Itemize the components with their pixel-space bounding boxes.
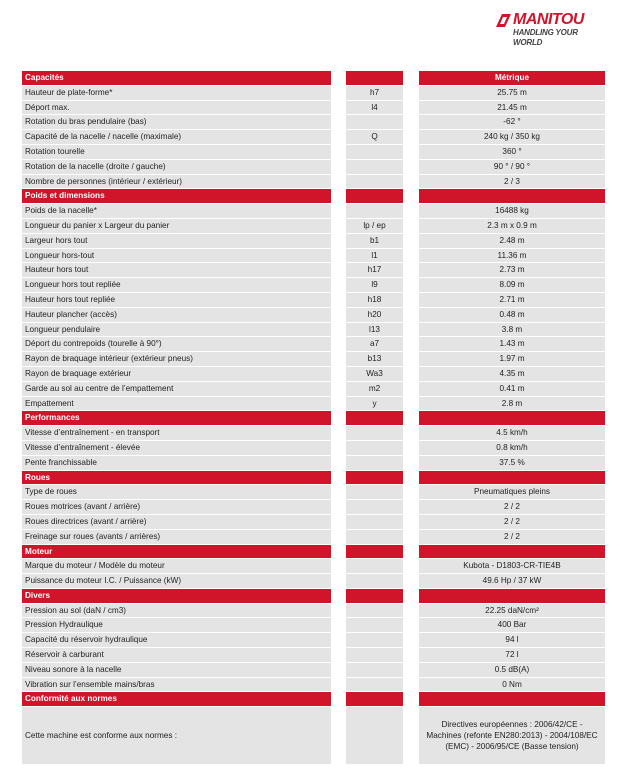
spec-value: Kubota - D1803-CR-TIE4B <box>419 559 605 573</box>
column-gap <box>331 293 346 307</box>
spec-code: h20 <box>346 308 403 322</box>
manitou-emblem-icon <box>496 14 511 27</box>
spec-label: Cette machine est conforme aux normes : <box>22 707 331 764</box>
column-gap <box>403 204 419 218</box>
column-gap <box>331 278 346 292</box>
spec-value: Pneumatiques pleins <box>419 485 605 499</box>
spec-label: Roues directrices (avant / arrière) <box>22 515 331 529</box>
spec-value: 2.73 m <box>419 263 605 277</box>
column-gap <box>331 115 346 129</box>
spec-code <box>346 500 403 514</box>
column-gap <box>331 456 346 470</box>
spec-label: Capacité du réservoir hydraulique <box>22 633 331 647</box>
spec-row <box>22 367 605 382</box>
column-gap <box>331 86 346 100</box>
column-gap <box>403 130 419 144</box>
section-header <box>22 589 605 604</box>
spec-value: 0.41 m <box>419 382 605 396</box>
column-gap <box>403 71 419 85</box>
spec-label: Longueur du panier x Largeur du panier <box>22 219 331 233</box>
spec-label: Empattement <box>22 397 331 411</box>
spec-label: Nombre de personnes (intérieur / extérieur) <box>22 175 331 189</box>
spec-label: Marque du moteur / Modèle du moteur <box>22 559 331 573</box>
column-gap <box>403 530 419 544</box>
section-code-cell <box>346 411 403 425</box>
spec-value: 8.09 m <box>419 278 605 292</box>
section-value-cell <box>419 471 605 485</box>
spec-row <box>22 160 605 175</box>
column-gap <box>331 175 346 189</box>
spec-label: Vibration sur l’ensemble mains/bras <box>22 678 331 692</box>
spec-value: 2 / 2 <box>419 530 605 544</box>
column-gap <box>331 189 346 203</box>
spec-code <box>346 115 403 129</box>
column-gap <box>403 145 419 159</box>
spec-label: Niveau sonore à la nacelle <box>22 663 331 677</box>
section-header <box>22 71 605 86</box>
column-gap <box>331 515 346 529</box>
spec-value: 2.71 m <box>419 293 605 307</box>
spec-value: 21.45 m <box>419 101 605 115</box>
spec-label: Largeur hors tout <box>22 234 331 248</box>
spec-value: Directives européennes : 2006/42/CE - Machines (refonte EN280:2013) - 2004/108/EC (EMC) - 2006/95/CE (Basse tension) <box>419 707 605 764</box>
column-gap <box>403 441 419 455</box>
column-gap <box>403 648 419 662</box>
column-gap <box>403 545 419 559</box>
spec-code: Q <box>346 130 403 144</box>
column-gap <box>331 145 346 159</box>
spec-row <box>22 530 605 545</box>
spec-label: Hauteur de plate-forme* <box>22 86 331 100</box>
column-gap <box>403 397 419 411</box>
spec-row <box>22 337 605 352</box>
spec-value: 0 Nm <box>419 678 605 692</box>
spec-row <box>22 678 605 693</box>
spec-value: 4.35 m <box>419 367 605 381</box>
spec-label: Capacité de la nacelle / nacelle (maximale) <box>22 130 331 144</box>
spec-value: 3.8 m <box>419 323 605 337</box>
spec-code <box>346 663 403 677</box>
column-gap <box>331 249 346 263</box>
column-gap <box>403 574 419 588</box>
spec-row <box>22 234 605 249</box>
column-gap <box>403 160 419 174</box>
column-gap <box>331 618 346 632</box>
spec-value: -62 ° <box>419 115 605 129</box>
spec-value: 2.3 m x 0.9 m <box>419 219 605 233</box>
spec-code <box>346 530 403 544</box>
column-gap <box>331 471 346 485</box>
spec-code: b13 <box>346 352 403 366</box>
column-gap <box>403 604 419 618</box>
spec-row <box>22 500 605 515</box>
spec-row <box>22 145 605 160</box>
spec-row <box>22 175 605 190</box>
spec-row <box>22 574 605 589</box>
column-gap <box>403 707 419 764</box>
spec-label: Roues motrices (avant / arrière) <box>22 500 331 514</box>
column-gap <box>403 633 419 647</box>
column-gap <box>331 559 346 573</box>
spec-label: Hauteur plancher (accès) <box>22 308 331 322</box>
column-gap <box>331 678 346 692</box>
column-gap <box>403 352 419 366</box>
column-gap <box>403 263 419 277</box>
spec-label: Pente franchissable <box>22 456 331 470</box>
column-gap <box>403 308 419 322</box>
spec-code: y <box>346 397 403 411</box>
spec-label: Rayon de braquage extérieur <box>22 367 331 381</box>
spec-label: Réservoir à carburant <box>22 648 331 662</box>
column-gap <box>331 130 346 144</box>
spec-value: 49.6 Hp / 37 kW <box>419 574 605 588</box>
section-value-cell <box>419 589 605 603</box>
spec-code <box>346 204 403 218</box>
spec-label: Pression Hydraulique <box>22 618 331 632</box>
section-header <box>22 411 605 426</box>
spec-row <box>22 397 605 412</box>
section-code-cell <box>346 71 403 85</box>
column-gap <box>331 500 346 514</box>
section-header <box>22 189 605 204</box>
column-gap <box>331 633 346 647</box>
spec-value: 2.48 m <box>419 234 605 248</box>
column-gap <box>331 204 346 218</box>
spec-value: 240 kg / 350 kg <box>419 130 605 144</box>
column-gap <box>331 663 346 677</box>
spec-code <box>346 485 403 499</box>
spec-code <box>346 678 403 692</box>
spec-code: l13 <box>346 323 403 337</box>
spec-row <box>22 485 605 500</box>
spec-value: 0.5 dB(A) <box>419 663 605 677</box>
spec-label: Déport max. <box>22 101 331 115</box>
spec-code: h7 <box>346 86 403 100</box>
spec-row <box>22 456 605 471</box>
spec-value: 4.5 km/h <box>419 426 605 440</box>
section-value-cell <box>419 545 605 559</box>
spec-row <box>22 352 605 367</box>
spec-row <box>22 130 605 145</box>
spec-value: 2 / 2 <box>419 515 605 529</box>
spec-row <box>22 648 605 663</box>
section-value-cell <box>419 692 605 706</box>
spec-value: 0.48 m <box>419 308 605 322</box>
spec-row <box>22 293 605 308</box>
spec-row <box>22 204 605 219</box>
section-title: Moteur <box>22 545 331 559</box>
column-gap <box>403 101 419 115</box>
spec-row <box>22 115 605 130</box>
spec-value: 11.36 m <box>419 249 605 263</box>
column-gap <box>403 189 419 203</box>
column-gap <box>331 397 346 411</box>
spec-code <box>346 633 403 647</box>
spec-row <box>22 249 605 264</box>
spec-value: 2 / 3 <box>419 175 605 189</box>
spec-code <box>346 175 403 189</box>
section-header <box>22 471 605 486</box>
brand-name: MANITOU <box>513 11 584 28</box>
spec-code <box>346 145 403 159</box>
spec-value: 16488 kg <box>419 204 605 218</box>
spec-table <box>22 71 605 765</box>
column-gap <box>403 426 419 440</box>
column-gap <box>331 308 346 322</box>
spec-row <box>22 263 605 278</box>
section-title: Roues <box>22 471 331 485</box>
section-code-cell <box>346 189 403 203</box>
column-gap <box>331 337 346 351</box>
column-gap <box>403 618 419 632</box>
spec-code <box>346 618 403 632</box>
spec-label: Hauteur hors tout <box>22 263 331 277</box>
column-gap <box>403 293 419 307</box>
column-gap <box>403 411 419 425</box>
column-gap <box>403 86 419 100</box>
column-gap <box>331 589 346 603</box>
unit-header: Métrique <box>419 71 605 85</box>
section-title: Poids et dimensions <box>22 189 331 203</box>
column-gap <box>403 663 419 677</box>
column-gap <box>331 648 346 662</box>
column-gap <box>403 559 419 573</box>
section-title: Capacités <box>22 71 331 85</box>
spec-label: Vitesse d’entraînement - élevée <box>22 441 331 455</box>
spec-row <box>22 426 605 441</box>
spec-label: Rotation tourelle <box>22 145 331 159</box>
section-value-cell <box>419 411 605 425</box>
column-gap <box>331 101 346 115</box>
brand-tagline: HANDLING YOUR WORLD <box>513 28 578 47</box>
manitou-logo <box>496 11 606 47</box>
column-gap <box>403 500 419 514</box>
spec-value: 400 Bar <box>419 618 605 632</box>
column-gap <box>331 692 346 706</box>
section-value-cell <box>419 189 605 203</box>
spec-code: h18 <box>346 293 403 307</box>
column-gap <box>403 589 419 603</box>
column-gap <box>403 337 419 351</box>
spec-value: 72 l <box>419 648 605 662</box>
spec-row <box>22 707 605 765</box>
section-code-cell <box>346 692 403 706</box>
spec-value: 1.43 m <box>419 337 605 351</box>
spec-label: Garde au sol au centre de l’empattement <box>22 382 331 396</box>
column-gap <box>403 219 419 233</box>
spec-row <box>22 663 605 678</box>
column-gap <box>331 352 346 366</box>
spec-code <box>346 707 403 764</box>
spec-value: 25.75 m <box>419 86 605 100</box>
column-gap <box>403 382 419 396</box>
spec-code <box>346 515 403 529</box>
spec-row <box>22 633 605 648</box>
spec-label: Déport du contrepoids (tourelle à 90°) <box>22 337 331 351</box>
column-gap <box>331 71 346 85</box>
column-gap <box>331 382 346 396</box>
spec-value: 90 ° / 90 ° <box>419 160 605 174</box>
spec-row <box>22 219 605 234</box>
column-gap <box>403 234 419 248</box>
column-gap <box>403 367 419 381</box>
column-gap <box>403 249 419 263</box>
spec-label: Poids de la nacelle* <box>22 204 331 218</box>
section-title: Performances <box>22 411 331 425</box>
spec-label: Pression au sol (daN / cm3) <box>22 604 331 618</box>
spec-code: Wa3 <box>346 367 403 381</box>
spec-row <box>22 618 605 633</box>
spec-row <box>22 86 605 101</box>
column-gap <box>403 515 419 529</box>
spec-code: m2 <box>346 382 403 396</box>
spec-label: Puissance du moteur I.C. / Puissance (kW) <box>22 574 331 588</box>
spec-label: Type de roues <box>22 485 331 499</box>
spec-label: Rotation de la nacelle (droite / gauche) <box>22 160 331 174</box>
column-gap <box>331 707 346 764</box>
spec-code: a7 <box>346 337 403 351</box>
column-gap <box>331 426 346 440</box>
column-gap <box>331 441 346 455</box>
column-gap <box>403 692 419 706</box>
spec-code <box>346 160 403 174</box>
spec-code: l1 <box>346 249 403 263</box>
column-gap <box>403 471 419 485</box>
column-gap <box>403 323 419 337</box>
spec-code <box>346 426 403 440</box>
spec-label: Rotation du bras pendulaire (bas) <box>22 115 331 129</box>
column-gap <box>331 545 346 559</box>
spec-code: h17 <box>346 263 403 277</box>
spec-label: Freinage sur roues (avants / arrières) <box>22 530 331 544</box>
section-code-cell <box>346 545 403 559</box>
spec-code <box>346 604 403 618</box>
spec-row <box>22 278 605 293</box>
spec-value: 2.8 m <box>419 397 605 411</box>
spec-row <box>22 441 605 456</box>
spec-code: b1 <box>346 234 403 248</box>
column-gap <box>331 604 346 618</box>
column-gap <box>331 411 346 425</box>
spec-label: Rayon de braquage intérieur (extérieur pneus) <box>22 352 331 366</box>
column-gap <box>403 485 419 499</box>
column-gap <box>331 530 346 544</box>
spec-code <box>346 441 403 455</box>
section-code-cell <box>346 589 403 603</box>
spec-code: lp / ep <box>346 219 403 233</box>
column-gap <box>331 234 346 248</box>
spec-value: 37.5 % <box>419 456 605 470</box>
spec-value: 0.8 km/h <box>419 441 605 455</box>
spec-row <box>22 308 605 323</box>
spec-label: Longueur hors tout repliée <box>22 278 331 292</box>
spec-value: 360 ° <box>419 145 605 159</box>
spec-code <box>346 559 403 573</box>
spec-row <box>22 101 605 116</box>
spec-label: Hauteur hors tout repliée <box>22 293 331 307</box>
column-gap <box>331 485 346 499</box>
spec-value: 1.97 m <box>419 352 605 366</box>
section-code-cell <box>346 471 403 485</box>
spec-label: Longueur pendulaire <box>22 323 331 337</box>
spec-label: Vitesse d’entraînement - en transport <box>22 426 331 440</box>
section-title: Divers <box>22 589 331 603</box>
spec-row <box>22 559 605 574</box>
column-gap <box>403 278 419 292</box>
section-title: Conformité aux normes <box>22 692 331 706</box>
column-gap <box>403 456 419 470</box>
column-gap <box>331 263 346 277</box>
spec-code: l4 <box>346 101 403 115</box>
column-gap <box>403 115 419 129</box>
spec-row <box>22 382 605 397</box>
spec-code <box>346 456 403 470</box>
spec-code <box>346 574 403 588</box>
column-gap <box>403 175 419 189</box>
section-header <box>22 545 605 560</box>
spec-value: 94 l <box>419 633 605 647</box>
spec-row <box>22 515 605 530</box>
spec-value: 22.25 daN/cm² <box>419 604 605 618</box>
column-gap <box>403 678 419 692</box>
column-gap <box>331 367 346 381</box>
spec-value: 2 / 2 <box>419 500 605 514</box>
column-gap <box>331 219 346 233</box>
section-header <box>22 692 605 707</box>
column-gap <box>331 323 346 337</box>
column-gap <box>331 160 346 174</box>
spec-row <box>22 323 605 338</box>
spec-label: Longueur hors-tout <box>22 249 331 263</box>
spec-code <box>346 648 403 662</box>
spec-code: l9 <box>346 278 403 292</box>
spec-row <box>22 604 605 619</box>
column-gap <box>331 574 346 588</box>
